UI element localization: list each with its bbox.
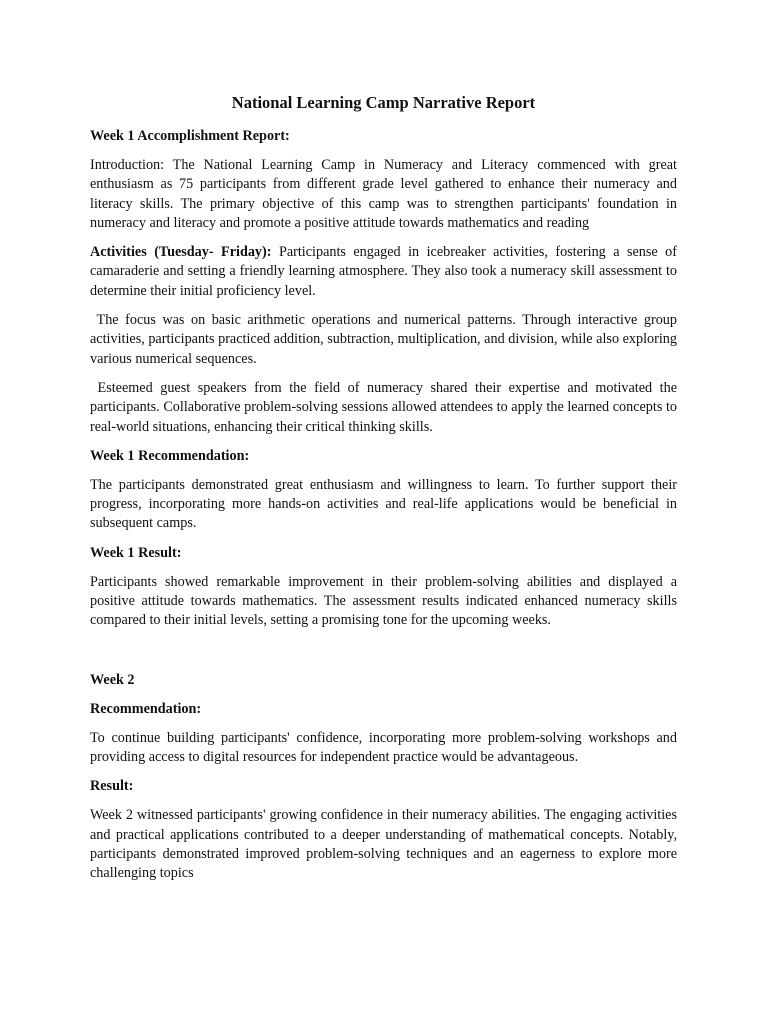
week2-recommendation-heading: Recommendation: xyxy=(90,700,202,717)
week2-result-heading: Result: xyxy=(90,778,134,795)
week2-heading: Week 2 xyxy=(90,671,135,688)
week1-result-heading: Week 1 Result: xyxy=(90,544,182,561)
week2-recommendation-paragraph: To continue building participants' confidence, incorporating more problem-solving workshops and providing access to digital resources for independent practice would be advantageous. xyxy=(90,729,677,765)
week1-accomplishment-heading: Week 1 Accomplishment Report: xyxy=(90,128,290,144)
section-spacer xyxy=(90,641,677,671)
week1-result-paragraph: Participants showed remarkable improvement in their problem-solving abilities and displayed a positive attitude towards mathematics. The assessment results indicated enhanced numeracy skills compared to their initial levels, setting a promising tone for the upcoming weeks. xyxy=(90,573,677,629)
week1-activities-paragraph xyxy=(90,243,677,301)
week1-introduction-paragraph: Introduction: The National Learning Camp in Numeracy and Literacy commenced with great enthusiasm as 75 participants from different grade level gathered to enhance their numeracy and literacy skills. The primary objective of this camp was to strengthen participants' foundation in numeracy and literacy and promote a positive attitude towards mathematics and reading xyxy=(90,157,677,231)
week1-speakers-paragraph: Esteemed guest speakers from the field of numeracy shared their expertise and motivated the participants. Collaborative problem-solving sessions allowed attendees to apply the learned concepts to real-world situations, enhancing their critical thinking skills. xyxy=(90,379,677,435)
activities-lead-label: Activities (Tuesday- Friday): xyxy=(90,244,272,261)
activities-text: Participants engaged in icebreaker activities, fostering a sense of camaraderie and setting a friendly learning atmosphere. They also took a numeracy skill assessment to determine their initial proficiency level. xyxy=(90,244,678,299)
week2-result-paragraph: Week 2 witnessed participants' growing confidence in their numeracy abilities. The engaging activities and practical applications contributed to a deeper understanding of mathematical concepts. Notably, participants demonstrated improved problem-solving techniques and an eagerness to explore more challenging topics xyxy=(90,807,677,882)
week1-recommendation-paragraph: The participants demonstrated great enthusiasm and willingness to learn. To further support their progress, incorporating more hands-on activities and real-life applications would be beneficial in subsequent camps. xyxy=(90,476,677,532)
week1-focus-paragraph: The focus was on basic arithmetic operations and numerical patterns. Through interactive group activities, participants practiced addition, subtraction, multiplication, and division, while also exploring various numerical sequences. xyxy=(90,312,677,367)
week1-recommendation-heading: Week 1 Recommendation: xyxy=(90,447,250,464)
document-title: National Learning Camp Narrative Report xyxy=(231,93,536,112)
